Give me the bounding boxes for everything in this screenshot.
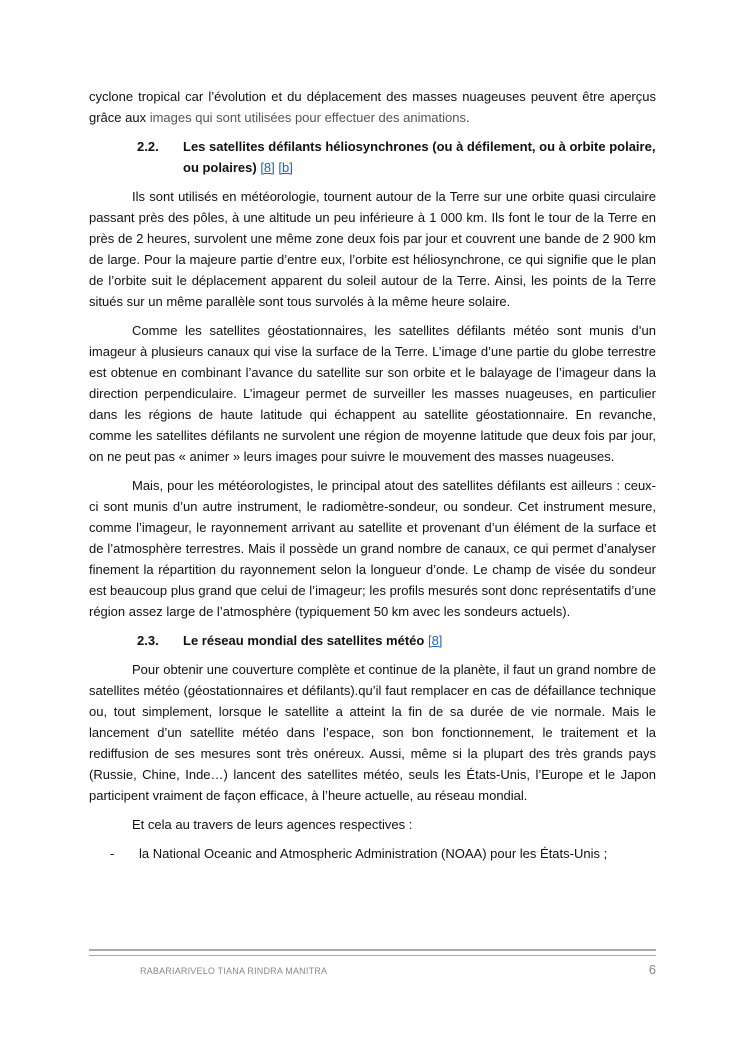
section-title bbox=[183, 630, 656, 651]
body-paragraph: Et cela au travers de leurs agences respectives : bbox=[132, 817, 413, 832]
body-paragraph: Ils sont utilisés en météorologie, tournent autour de la Terre sur une orbite quasi circulaire passant près des pôles, à une altitude un peu inférieure à 1 000 km. Ils font le tour de la Terre en près de 2 heures, survolent une même zone deux fois par jour et couvrent une bande de 2 900 km de large. Pour la majeure partie d’entre eux, l’orbite est héliosynchrone, ce qui signifie que le plan de l’orbite suit le déplacement apparent du soleil autour de la Terre. Ainsi, les points de la Terre situés sur un même parallèle sont tous survolés à la même heure solaire. bbox=[89, 189, 656, 309]
intro-end: . bbox=[465, 110, 470, 125]
section-number: 2.2. bbox=[137, 139, 159, 154]
body-paragraph: Pour obtenir une couverture complète et continue de la planète, il faut un grand nombre de satellites météo (géostationnaires et défilants).qu’il faut remplacer en cas de défaillance technique ou, tout simplement, lorsque le satellite a atteint la fin de sa durée de vie normale. Mais le lancement d’un satellite météo dans l’espace, son bon fonctionnement, le traitement et la rediffusion de ses mesures sont très onéreux. Aussi, même si la plupart des très grands pays (Russie, Chine, Inde…) lancent des satellites météo, seuls les États-Unis, l’Europe et le Japon participent vraiment de façon efficace, à l’heure actuelle, au réseau mondial. bbox=[89, 662, 656, 803]
intro-text: cyclone tropical car l’évolution et du déplacement des masses nuageuses peuvent être aperçus grâce aux bbox=[89, 89, 656, 125]
section-title-text: Le réseau mondial des satellites météo bbox=[183, 633, 425, 648]
section-title bbox=[183, 136, 656, 178]
intro-paragraph bbox=[89, 86, 656, 128]
footer-author: RABARIARIVELO TIANA RINDRA MANITRA bbox=[140, 966, 328, 976]
list-item-text: la National Oceanic and Atmospheric Administration (NOAA) pour les États-Unis ; bbox=[139, 846, 608, 861]
list-bullet: - bbox=[110, 846, 115, 861]
page-content bbox=[89, 86, 656, 864]
reference-link-8[interactable]: [8] bbox=[427, 633, 443, 648]
section-heading-2-2 bbox=[137, 136, 656, 178]
intro-grey-text: images qui sont utilisées pour effectuer des animations bbox=[149, 110, 466, 125]
section-title-text: Les satellites défilants héliosynchrones (ou à défilement, ou à orbite polaire, ou polaires) bbox=[183, 139, 656, 175]
footer-divider bbox=[89, 949, 656, 956]
reference-link-8[interactable]: [8] bbox=[260, 160, 275, 175]
list-item bbox=[89, 843, 656, 864]
section-heading-2-3 bbox=[137, 630, 656, 651]
reference-link-b[interactable]: [b] bbox=[278, 160, 293, 175]
body-paragraph: Mais, pour les météorologistes, le principal atout des satellites défilants est ailleurs : ceux-ci sont munis d’un autre instrument, le radiomètre-sondeur, ou sondeur. Cet instrument mesure, comme l’imageur, le rayonnement arrivant au satellite et provenant d’un élément de la surface et de l’atmosphère terrestres. Mais il possède un grand nombre de canaux, ce qui permet d’analyser finement la répartition du rayonnement selon la longueur d’onde. Le champ de visée du sondeur est beaucoup plus grand que celui de l’imageur; les profils mesurés sont donc représentatifs d’une région assez large de l’atmosphère (typiquement 50 km avec les sondeurs actuels). bbox=[89, 478, 656, 619]
section-number: 2.3. bbox=[137, 633, 159, 648]
body-paragraph: Comme les satellites géostationnaires, les satellites défilants météo sont munis d’un imageur à plusieurs canaux qui vise la surface de la Terre. L’image d’une partie du globe terrestre est obtenue en combinant l’avance du satellite sur son orbite et le balayage de l’imageur dans la direction perpendiculaire. L’imageur permet de surveiller les masses nuageuses, en particulier dans les régions de haute latitude qui échappent au satellite géostationnaire. En revanche, comme les satellites défilants ne survolent une région de moyenne latitude que deux fois par jour, on ne peut pas « animer » leurs images pour suivre le mouvement des masses nuageuses. bbox=[89, 323, 656, 464]
page-number: 6 bbox=[648, 962, 656, 977]
